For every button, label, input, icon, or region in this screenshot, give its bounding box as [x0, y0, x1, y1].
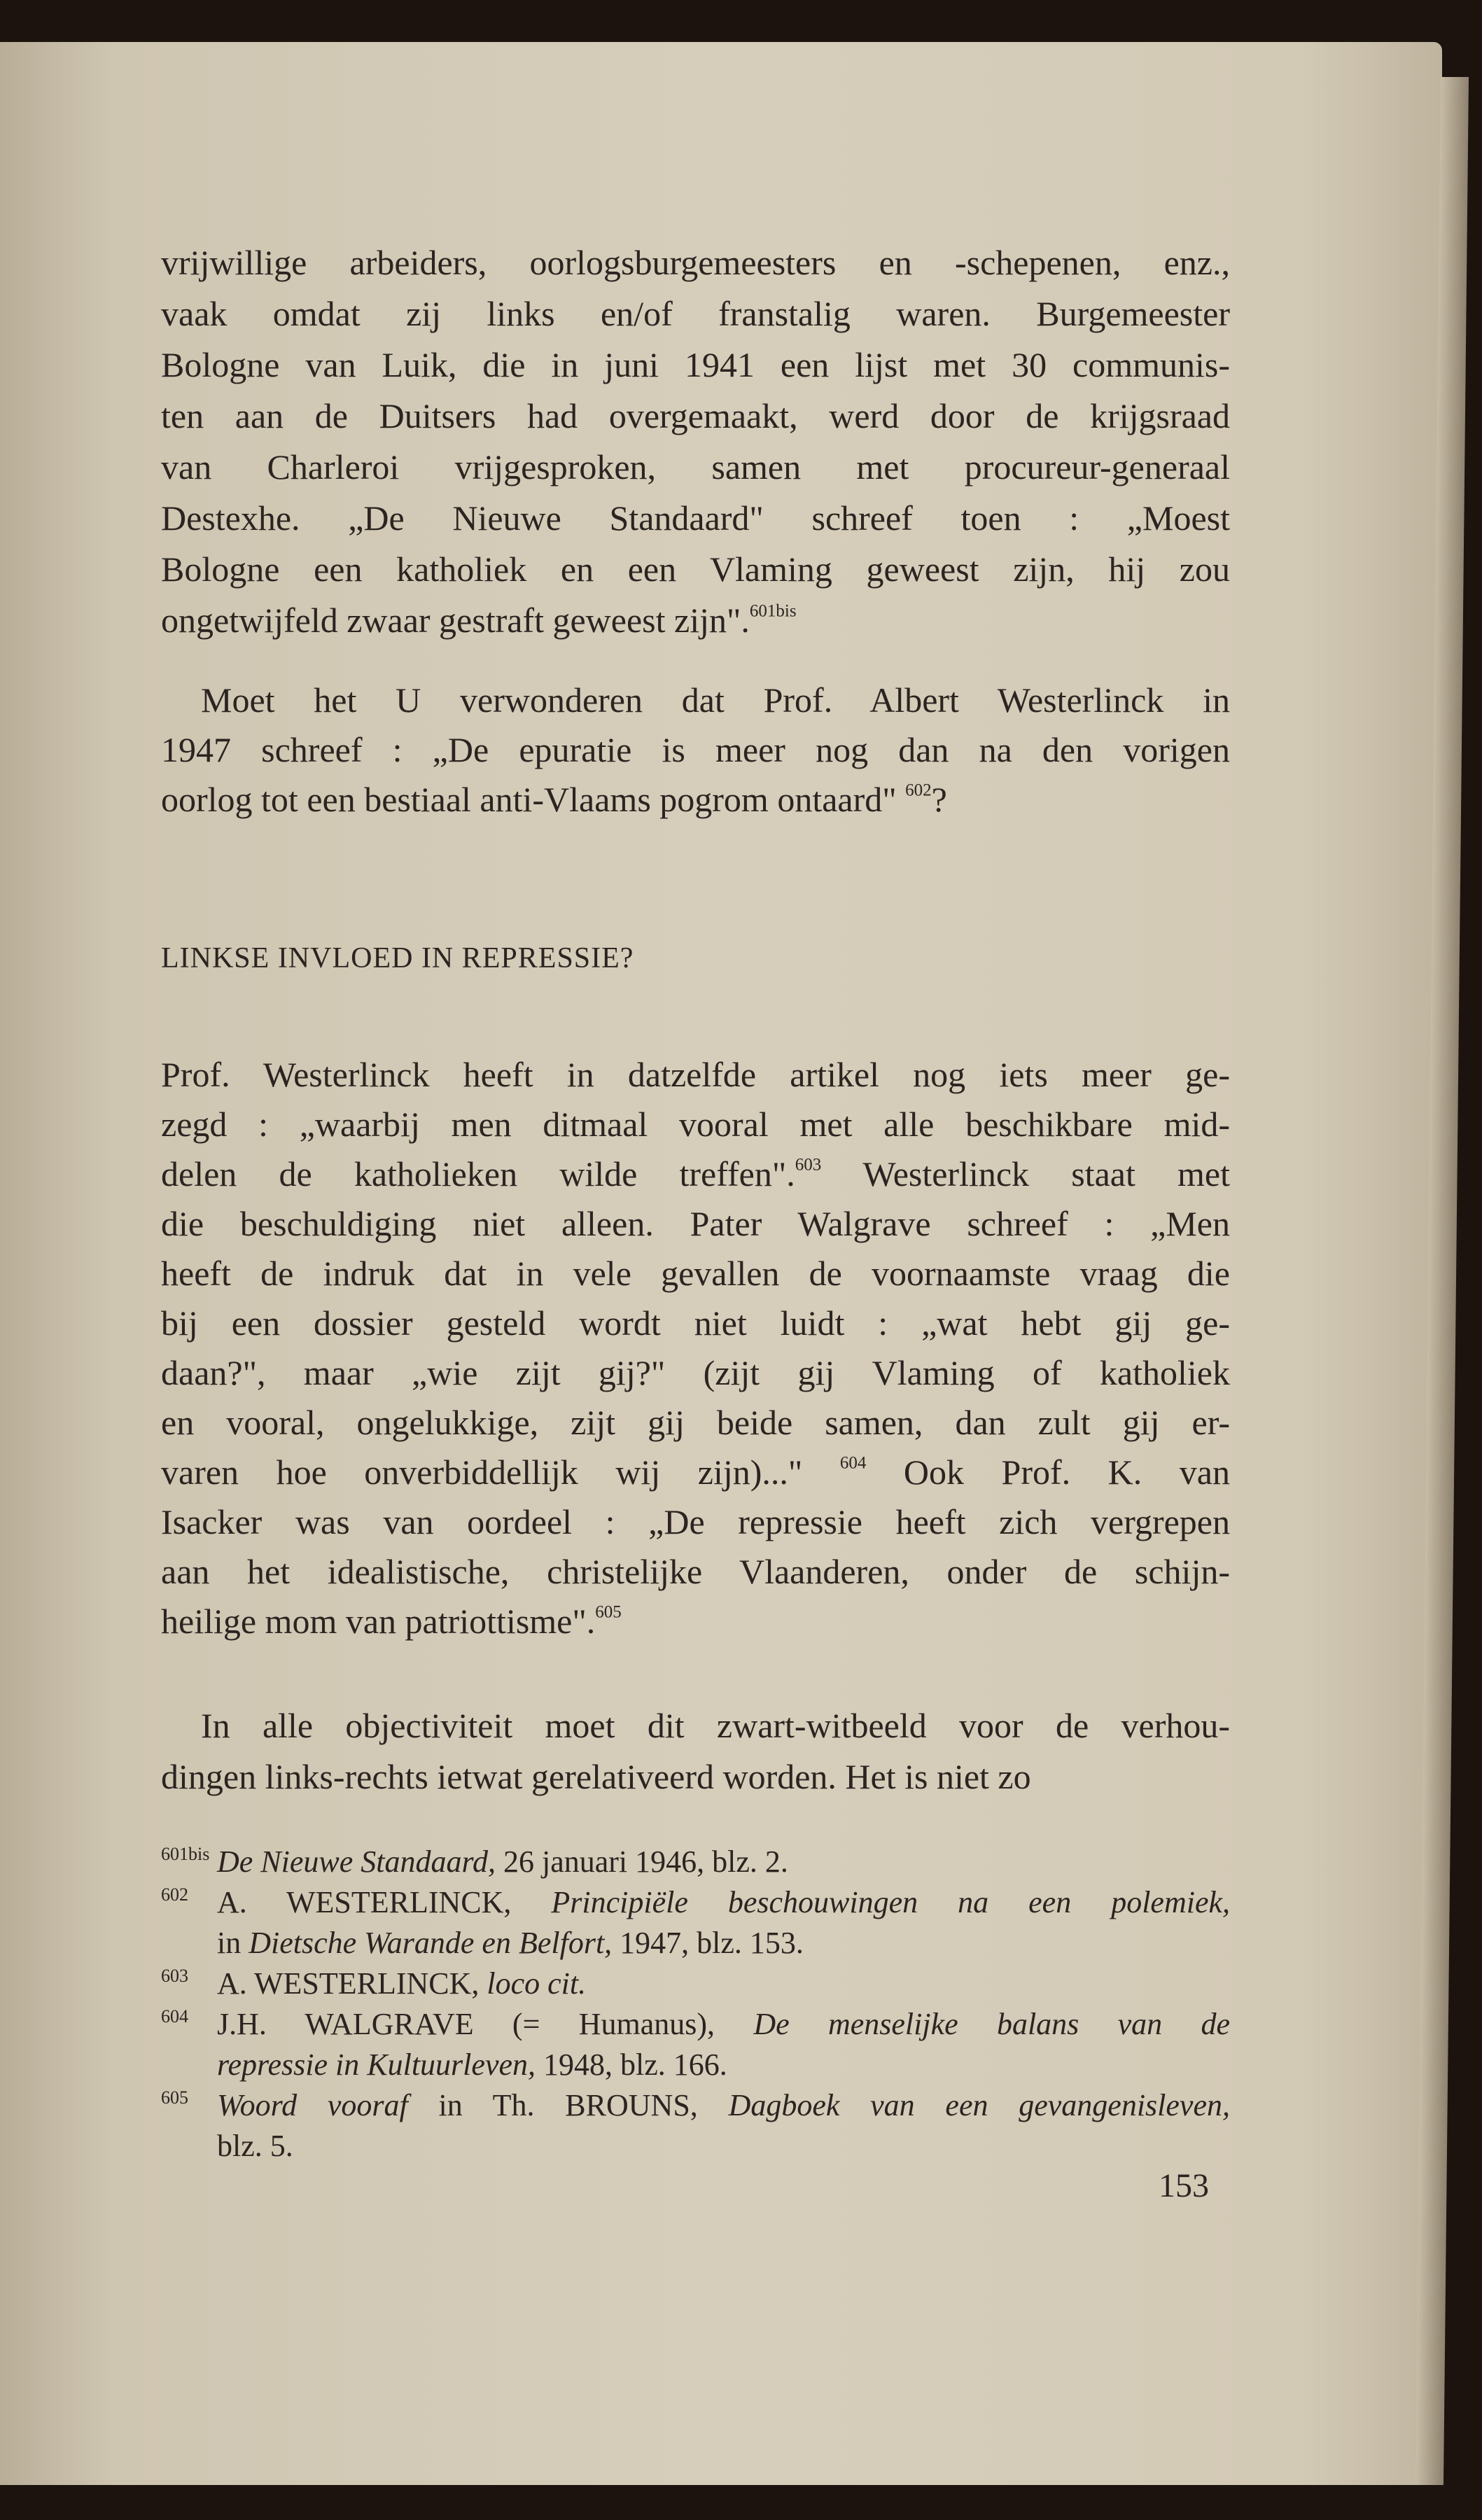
- text-run: ten aan de Duitsers had overgemaakt, werd door de krijgsraad: [161, 396, 1230, 435]
- text-run: die beschuldiging niet alleen. Pater Walgrave schreef : „Men: [161, 1204, 1230, 1243]
- body-line: [161, 1547, 1230, 1596]
- text-run: delen de katholieken wilde treffen".: [161, 1154, 795, 1194]
- text-run: Dagboek van een gevangenisleven,: [728, 2088, 1230, 2122]
- text-run: In alle objectiviteit moet dit zwart-witbeeld voor de verhou-: [201, 1706, 1230, 1745]
- body-line: [161, 1298, 1230, 1348]
- body-line: [161, 493, 1230, 542]
- text-run: A. WESTERLINCK,: [217, 1885, 552, 1919]
- text-run: loco cit.: [487, 1966, 587, 2001]
- body-line: [161, 1050, 1230, 1099]
- text-run: in: [217, 1926, 249, 1960]
- text-run: ongetwijfeld zwaar gestraft geweest zijn".: [161, 601, 750, 640]
- body-line: [161, 340, 1230, 389]
- footnote-line: [217, 2044, 1230, 2086]
- text-run: vrijwillige arbeiders, oorlogsburgemeesters en -schepenen, enz.,: [161, 243, 1230, 282]
- text-run: blz. 5.: [217, 2129, 293, 2163]
- text-run: Westerlinck staat met: [821, 1154, 1230, 1194]
- body-line: [161, 1199, 1230, 1248]
- text-run: Isacker was van oordeel : „De repressie heeft zich vergrepen: [161, 1502, 1230, 1541]
- text-run: varen hoe onverbiddellijk wij zijn)...": [161, 1452, 840, 1492]
- text-run: Prof. Westerlinck heeft in datzelfde artikel nog iets meer ge-: [161, 1055, 1230, 1094]
- text-run: Principiële beschouwingen na een polemiek,: [551, 1885, 1231, 1919]
- page-number: 153: [1159, 2167, 1209, 2204]
- footnote-line: [217, 2125, 1230, 2167]
- footnote-ref: 601bis: [749, 601, 797, 621]
- body-line: [161, 545, 1230, 594]
- footnote-line: [217, 1841, 1230, 1883]
- text-run: in Th. BROUNS,: [407, 2088, 729, 2122]
- text-run: dingen links-rechts ietwat gerelativeerd worden. Het is niet zo: [161, 1757, 1031, 1796]
- text-run: vaak omdat zij links en/of franstalig waren. Burgemeester: [161, 294, 1230, 333]
- body-line: [201, 1701, 1230, 1750]
- footnote-number: 605: [161, 2087, 188, 2108]
- text-run: bij een dossier gesteld wordt niet luidt : „wat hebt gij ge-: [161, 1303, 1230, 1343]
- footnote-number: 601bis: [161, 1844, 210, 1864]
- text-run: ?: [931, 780, 947, 819]
- body-line: [161, 1249, 1230, 1298]
- text-run: Destexhe. „De Nieuwe Standaard" schreef toen : „Moest: [161, 498, 1230, 538]
- text-run: 1948, blz. 166.: [536, 2047, 727, 2082]
- text-run: Moet het U verwonderen dat Prof. Albert Westerlinck in: [201, 680, 1230, 720]
- body-line: [161, 1448, 1230, 1497]
- text-run: repressie in Kultuurleven,: [217, 2047, 536, 2082]
- body-line: [161, 1100, 1230, 1149]
- footnote-number: 603: [161, 1966, 188, 1986]
- footnote-line: [217, 1882, 1230, 1924]
- text-run: daan?", maar „wie zijt gij?" (zijt gij Vlaming of katholiek: [161, 1353, 1230, 1392]
- footnote-ref: 602: [905, 780, 932, 800]
- text-run: aan het idealistische, christelijke Vlaanderen, onder de schijn-: [161, 1552, 1230, 1591]
- footnote-ref: 603: [795, 1155, 822, 1175]
- body-line: [161, 238, 1230, 287]
- body-line: [161, 1149, 1230, 1198]
- text-run: heilige mom van patriottisme".: [161, 1602, 596, 1641]
- footnote-number: 602: [161, 1884, 188, 1905]
- text-run: 1947 schreef : „De epuratie is meer nog dan na den vorigen: [161, 730, 1230, 769]
- text-run: J.H. WALGRAVE (= Humanus),: [217, 2007, 754, 2041]
- body-line: [161, 442, 1230, 491]
- footnote-ref: 605: [595, 1602, 622, 1622]
- text-run: en vooral, ongelukkige, zijt gij beide samen, dan zult gij er-: [161, 1403, 1230, 1442]
- text-run: A. WESTERLINCK,: [217, 1966, 487, 2001]
- body-line: [161, 596, 1230, 645]
- body-line: [161, 391, 1230, 440]
- body-line: [161, 725, 1230, 774]
- text-run: Woord vooraf: [217, 2088, 408, 2122]
- text-run: heeft de indruk dat in vele gevallen de voornaamste vraag die: [161, 1254, 1230, 1293]
- footnote-line: [217, 1963, 1230, 2005]
- body-line: [201, 676, 1230, 724]
- body-line: [161, 1398, 1230, 1447]
- text-run: De Nieuwe Standaard,: [217, 1844, 496, 1879]
- body-line: [161, 775, 1230, 824]
- footnote-line: [217, 1922, 1230, 1964]
- body-line: [161, 1348, 1230, 1397]
- text-run: De menselijke balans van de: [753, 2007, 1230, 2041]
- text-run: Bologne een katholiek en een Vlaming geweest zijn, hij zou: [161, 550, 1230, 589]
- text-run: oorlog tot een bestiaal anti-Vlaams pogrom ontaard": [161, 780, 906, 819]
- footnote-line: [217, 2085, 1230, 2127]
- text-run: van Charleroi vrijgesproken, samen met procureur-generaal: [161, 447, 1230, 486]
- body-line: [161, 1597, 1230, 1646]
- body-line: [161, 289, 1230, 338]
- text-run: 1947, blz. 153.: [612, 1926, 804, 1960]
- text-run: Dietsche Warande en Belfort,: [249, 1926, 613, 1960]
- section-heading: LINKSE INVLOED IN REPRESSIE?: [161, 942, 634, 974]
- body-line: [161, 1752, 1230, 1801]
- text-run: zegd : „waarbij men ditmaal vooral met alle beschikbare mid-: [161, 1105, 1230, 1144]
- text-run: 26 januari 1946, blz. 2.: [496, 1844, 788, 1879]
- body-line: [161, 1497, 1230, 1546]
- footnote-number: 604: [161, 2006, 188, 2026]
- text-run: Ook Prof. K. van: [866, 1452, 1230, 1492]
- footnote-line: [217, 2003, 1230, 2045]
- footnote-ref: 604: [839, 1453, 867, 1473]
- text-run: Bologne van Luik, die in juni 1941 een lijst met 30 communis-: [161, 345, 1230, 384]
